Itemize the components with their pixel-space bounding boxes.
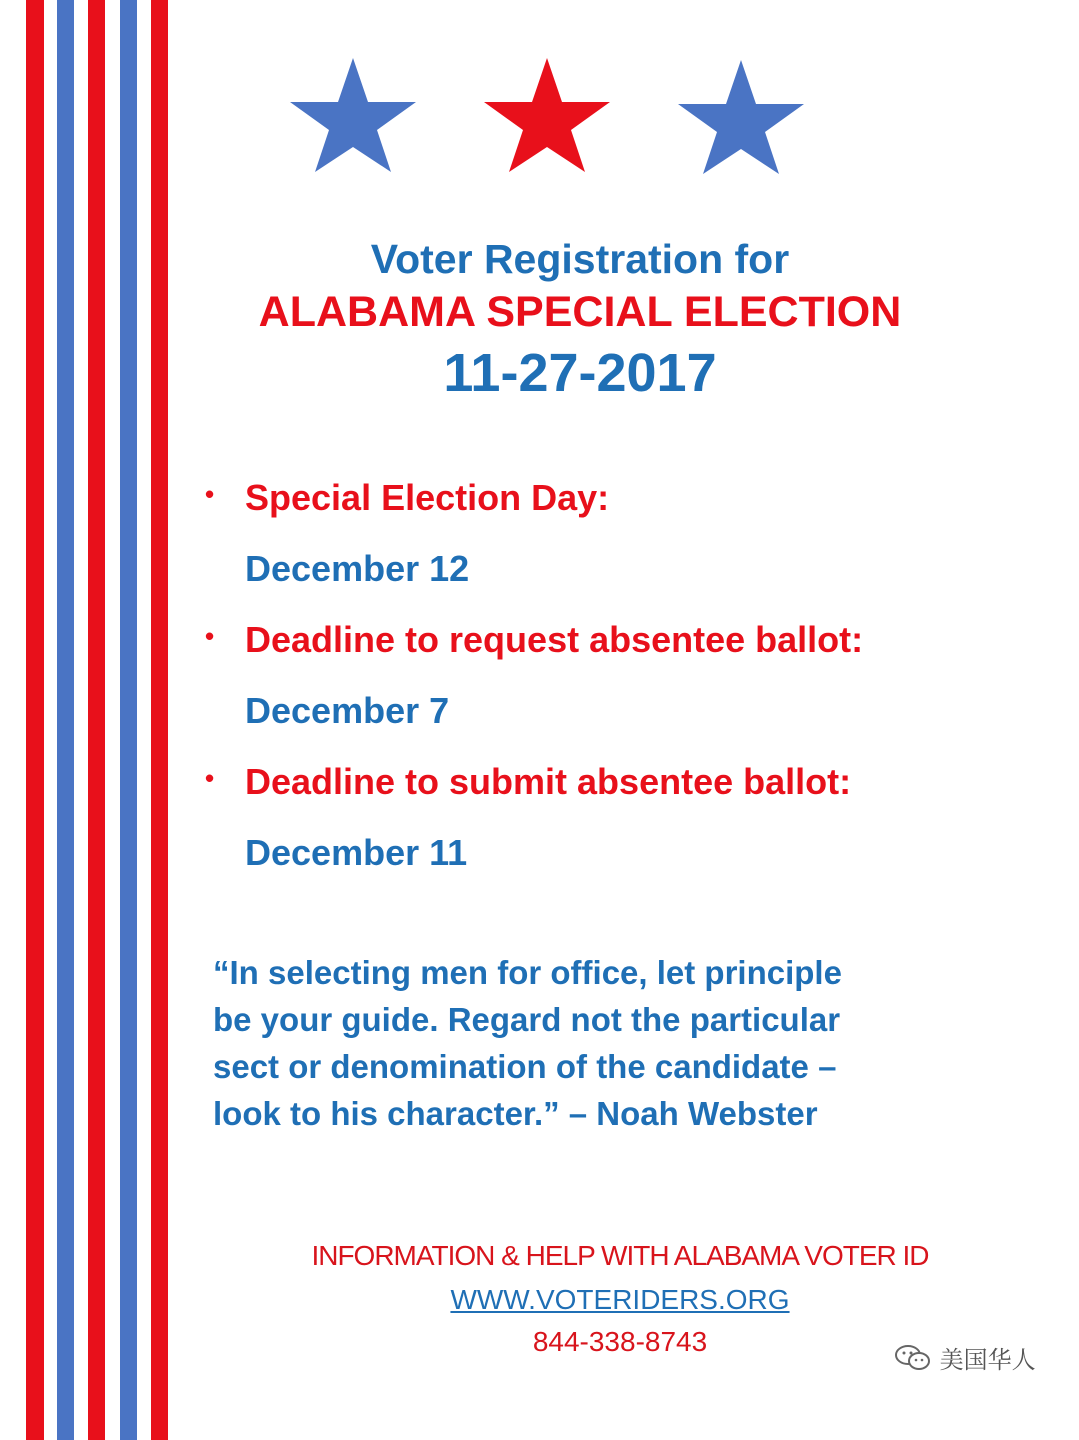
bullet-icon: •	[205, 621, 215, 651]
deadline-label: Deadline to request absentee ballot:	[245, 619, 864, 660]
star-icon	[482, 56, 612, 174]
quote-line: look to his character.” – Noah Webster	[213, 1095, 818, 1132]
red-stripe	[88, 0, 105, 1440]
blue-stripe	[120, 0, 137, 1440]
watermark-row	[893, 1340, 1036, 1375]
blue-stripe	[57, 0, 74, 1440]
title-line-1: Voter Registration for	[370, 236, 790, 282]
deadline-date: December 11	[245, 832, 468, 873]
quote-line: “In selecting men for office, let principle	[213, 954, 842, 991]
star-icon	[288, 56, 418, 174]
bullet-icon: •	[205, 479, 215, 509]
website-row	[0, 1284, 1079, 1316]
voter-id-info: INFORMATION & HELP WITH ALABAMA VOTER ID	[311, 1240, 929, 1271]
title-line-2: ALABAMA SPECIAL ELECTION	[258, 288, 902, 336]
deadline-date: December 7	[245, 690, 450, 731]
star-icon	[676, 58, 806, 176]
red-stripe	[151, 0, 168, 1440]
deadline-label: Special Election Day:	[245, 477, 610, 518]
website-link[interactable]: WWW.VOTERIDERS.ORG	[450, 1284, 790, 1315]
wechat-icon	[893, 1343, 933, 1373]
phone-number: 844-338-8743	[532, 1326, 708, 1357]
quote-line: be your guide. Regard not the particular	[213, 1001, 841, 1038]
red-stripe	[26, 0, 44, 1440]
deadline-label: Deadline to submit absentee ballot:	[245, 761, 852, 802]
registration-date: 11-27-2017	[443, 343, 717, 403]
quote-line: sect or denomination of the candidate –	[213, 1048, 837, 1085]
bullet-icon: •	[205, 763, 215, 793]
watermark-text: 美国华人	[939, 1347, 1036, 1374]
deadline-date: December 12	[245, 548, 470, 589]
